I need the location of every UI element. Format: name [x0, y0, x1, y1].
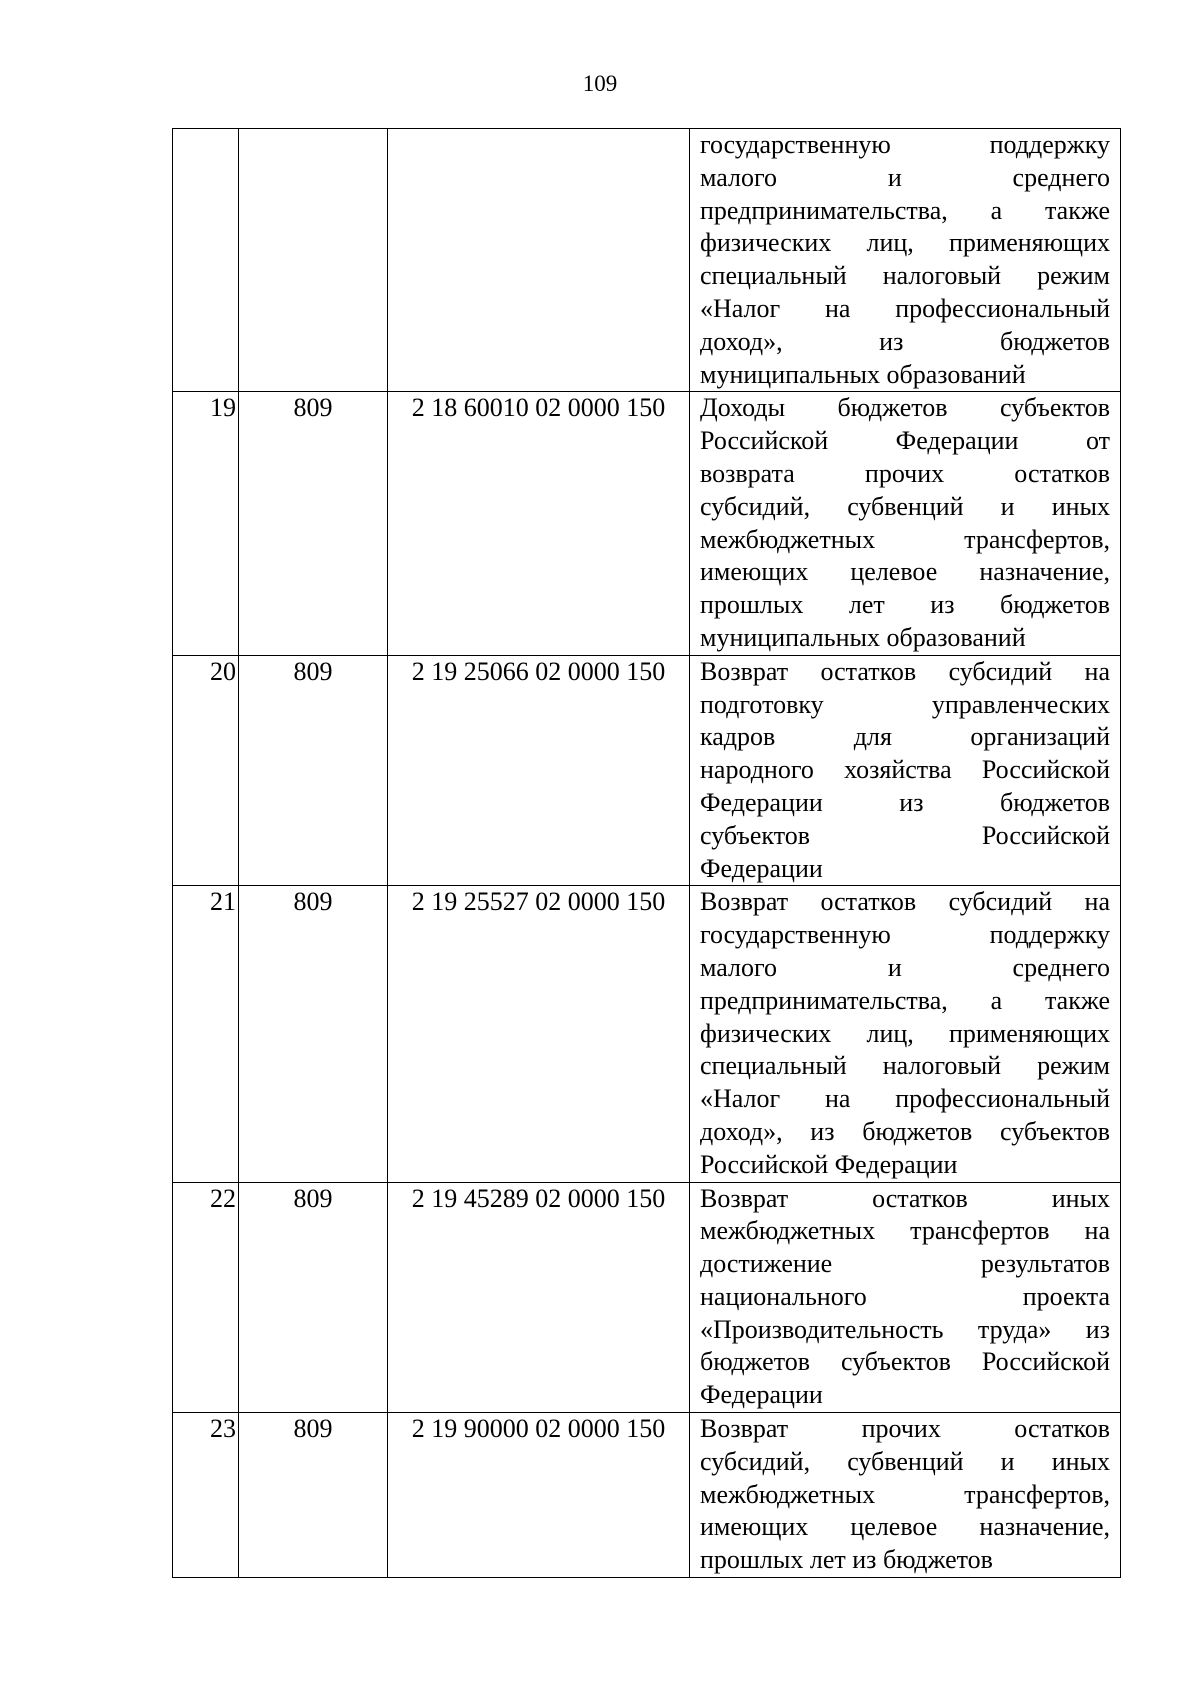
revenue-description: [690, 1413, 1121, 1578]
description-line: муниципальных образований: [700, 622, 1026, 652]
description-line: Российской Федерации: [700, 1149, 958, 1179]
description-line: физических лиц, применяющих: [700, 228, 1110, 258]
table-row: [173, 129, 1121, 392]
table-row: [173, 392, 1121, 655]
description-line: межбюджетных трансфертов на: [700, 1216, 1110, 1246]
description-line: Возврат остатков субсидий на: [700, 656, 1110, 686]
description-line: малого и среднего: [700, 162, 1110, 192]
row-number: 23: [173, 1413, 239, 1578]
row-number: 20: [173, 655, 239, 886]
description-line: специальный налоговый режим: [700, 261, 1110, 291]
description-line: межбюджетных трансфертов,: [700, 1479, 1110, 1509]
description-line: имеющих целевое назначение,: [700, 557, 1110, 587]
description-line: государственную поддержку: [700, 130, 1110, 159]
description-line: «Производительность труда» из: [700, 1314, 1110, 1344]
budget-classification-code: [388, 129, 690, 392]
description-line: межбюджетных трансфертов,: [700, 524, 1110, 554]
description-line: Возврат остатков субсидий на: [700, 887, 1110, 917]
description-line: муниципальных образований: [700, 359, 1026, 389]
page-number: 109: [582, 71, 618, 96]
description-line: доход», из бюджетов: [700, 326, 1110, 356]
description-line: Российской Федерации от: [700, 426, 1110, 456]
description-line: Федерации из бюджетов: [700, 787, 1110, 817]
description-line: Федерации: [700, 1380, 823, 1410]
revenue-description: [690, 655, 1121, 886]
row-number: 22: [173, 1182, 239, 1413]
description-line: национального проекта: [700, 1281, 1110, 1311]
revenue-codes-table: [172, 128, 1121, 1578]
administrator-code: 809: [239, 392, 388, 655]
description-line: субъектов Российской: [700, 820, 1110, 850]
description-line: достижение результатов: [700, 1249, 1110, 1279]
administrator-code: 809: [239, 1413, 388, 1578]
description-line: специальный налоговый режим: [700, 1051, 1110, 1081]
table-body: [173, 129, 1121, 1578]
description-line: Федерации: [700, 853, 823, 883]
description-line: имеющих целевое назначение,: [700, 1512, 1110, 1542]
budget-classification-code: 2 18 60010 02 0000 150: [388, 392, 690, 655]
description-line: прошлых лет из бюджетов: [700, 590, 1110, 620]
description-line: «Налог на профессиональный: [700, 1084, 1110, 1114]
description-line: субсидий, субвенций и иных: [700, 491, 1110, 521]
revenue-description: [690, 392, 1121, 655]
row-number: 21: [173, 886, 239, 1182]
description-line: возврата прочих остатков: [700, 458, 1110, 488]
description-line: кадров для организаций: [700, 722, 1110, 752]
description-line: доход», из бюджетов субъектов: [700, 1116, 1110, 1146]
description-line: предпринимательства, а также: [700, 195, 1110, 225]
description-line: «Налог на профессиональный: [700, 293, 1110, 323]
budget-classification-code: 2 19 25527 02 0000 150: [388, 886, 690, 1182]
administrator-code: 809: [239, 1182, 388, 1413]
administrator-code: 809: [239, 886, 388, 1182]
table-row: [173, 886, 1121, 1182]
description-line: предпринимательства, а также: [700, 985, 1110, 1015]
description-line: Возврат остатков иных: [700, 1183, 1110, 1213]
revenue-description: [690, 1182, 1121, 1413]
administrator-code: [239, 129, 388, 392]
description-line: государственную поддержку: [700, 920, 1110, 950]
description-line: Возврат прочих остатков: [700, 1414, 1110, 1444]
description-line: подготовку управленческих: [700, 689, 1110, 719]
revenue-description: [690, 129, 1121, 392]
table-row: [173, 655, 1121, 886]
revenue-description: [690, 886, 1121, 1182]
table-row: [173, 1182, 1121, 1413]
row-number: [173, 129, 239, 392]
budget-classification-code: 2 19 25066 02 0000 150: [388, 655, 690, 886]
description-line: бюджетов субъектов Российской: [700, 1347, 1110, 1377]
row-number: 19: [173, 392, 239, 655]
description-line: Доходы бюджетов субъектов: [700, 393, 1110, 423]
description-line: прошлых лет из бюджетов: [700, 1545, 993, 1575]
budget-classification-code: 2 19 90000 02 0000 150: [388, 1413, 690, 1578]
administrator-code: 809: [239, 655, 388, 886]
description-line: народного хозяйства Российской: [700, 755, 1110, 785]
description-line: физических лиц, применяющих: [700, 1018, 1110, 1048]
description-line: малого и среднего: [700, 952, 1110, 982]
description-line: субсидий, субвенций и иных: [700, 1446, 1110, 1476]
budget-classification-code: 2 19 45289 02 0000 150: [388, 1182, 690, 1413]
table-row: [173, 1413, 1121, 1578]
